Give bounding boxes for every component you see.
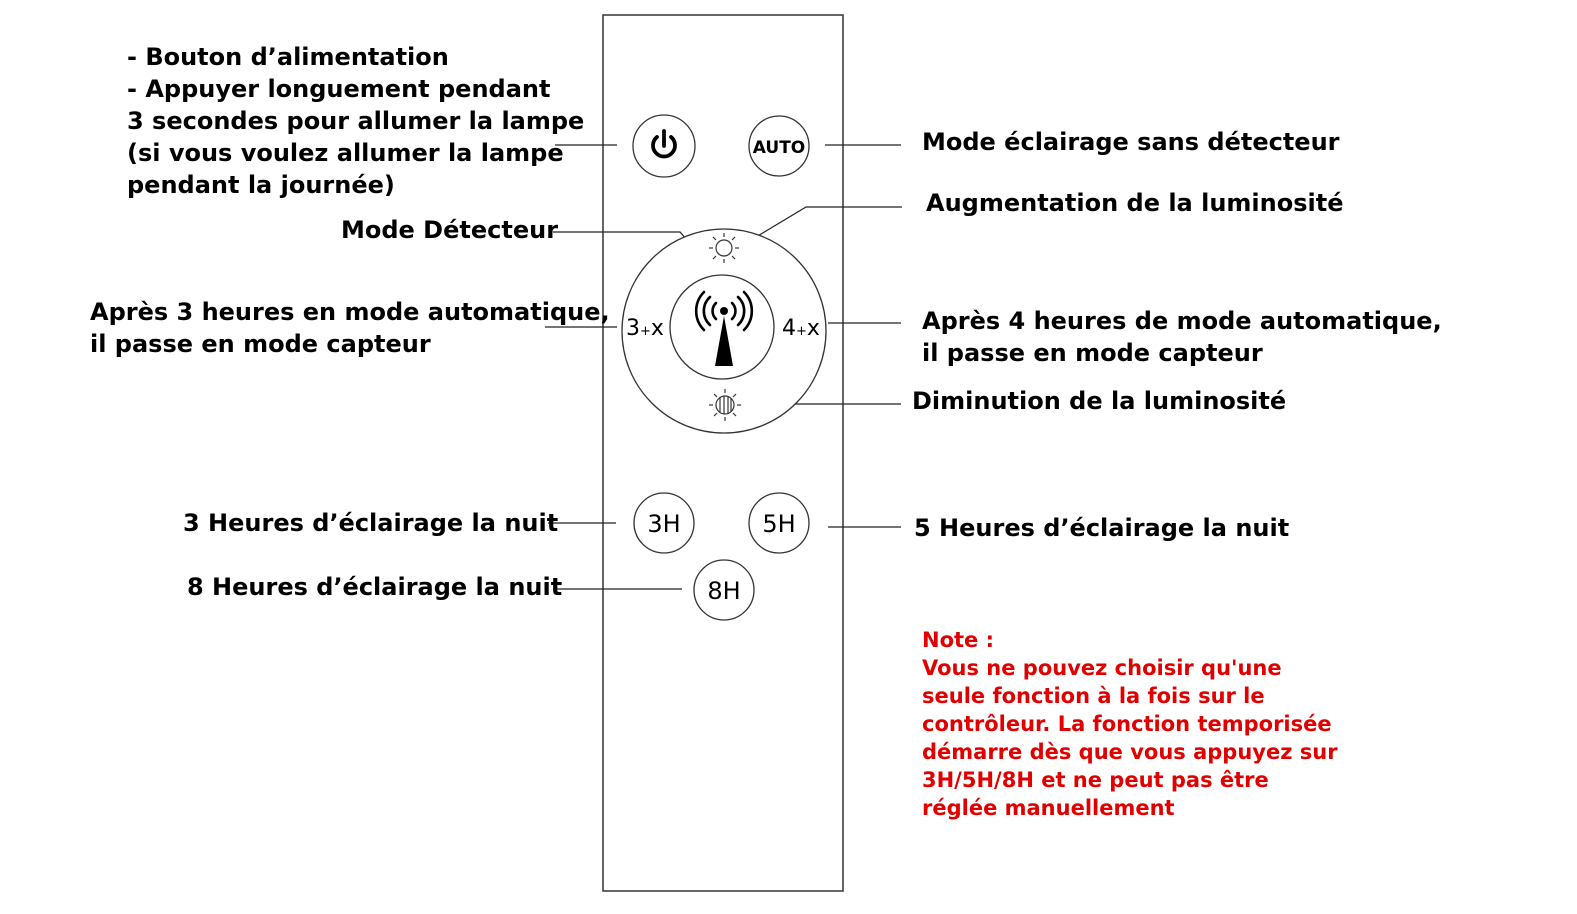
5h-button[interactable] xyxy=(749,493,809,553)
power-line-4: (si vous voulez allumer la lampe xyxy=(127,139,564,167)
auto-label: AUTO xyxy=(752,138,806,158)
auto-mode-description: Mode éclairage sans détecteur xyxy=(922,128,1340,156)
note-line-3: contrôleur. La fonction temporisée xyxy=(922,712,1332,736)
auto-4h-description xyxy=(922,305,1442,369)
left-timer-number: 3 xyxy=(626,316,640,341)
sensor-button[interactable] xyxy=(670,275,774,379)
note-block xyxy=(922,626,1338,822)
auto-4h-line-1: Après 4 heures de mode automatique, xyxy=(922,307,1442,335)
power-line-3: 3 secondes pour allumer la lampe xyxy=(127,107,585,135)
dimmer-description: Diminution de la luminosité xyxy=(912,387,1287,415)
note-line-4: démarre dès que vous appuyez sur xyxy=(922,740,1338,764)
note-title: Note : xyxy=(922,628,994,652)
5h-label: 5H xyxy=(762,510,796,538)
dimmer-button[interactable] xyxy=(700,381,748,429)
auto-3h-line-1: Après 3 heures en mode automatique, xyxy=(90,298,610,326)
right-timer-number: 4 xyxy=(782,316,796,341)
note-line-5: 3H/5H/8H et ne peut pas être xyxy=(922,768,1269,792)
5h-description: 5 Heures d’éclairage la nuit xyxy=(914,514,1290,542)
note-line-1: Vous ne pouvez choisir qu'une xyxy=(922,656,1282,680)
power-description xyxy=(127,41,584,201)
8h-label: 8H xyxy=(707,577,741,605)
note-line-6: réglée manuellement xyxy=(922,796,1175,820)
brighter-description: Augmentation de la luminosité xyxy=(926,189,1344,217)
power-button[interactable] xyxy=(633,115,695,177)
8h-description: 8 Heures d’éclairage la nuit xyxy=(187,573,563,601)
power-line-2: - Appuyer longuement pendant xyxy=(127,75,551,103)
left-timer-x: x xyxy=(650,316,664,341)
power-line-5: pendant la journée) xyxy=(127,171,395,199)
8h-button[interactable] xyxy=(694,560,754,620)
brighter-button[interactable] xyxy=(700,225,748,273)
auto-button[interactable] xyxy=(749,116,809,176)
right-timer-plus: + xyxy=(796,324,807,339)
3h-button[interactable] xyxy=(634,493,694,553)
power-line-1: - Bouton d’alimentation xyxy=(127,43,449,71)
right-timer-x: x xyxy=(806,316,820,341)
3h-description: 3 Heures d’éclairage la nuit xyxy=(183,509,559,537)
auto-3h-line-2: il passe en mode capteur xyxy=(90,330,431,358)
3h-label: 3H xyxy=(647,510,681,538)
detector-label: Mode Détecteur xyxy=(341,216,559,244)
left-timer-plus: + xyxy=(640,324,651,339)
note-line-2: seule fonction à la fois sur le xyxy=(922,684,1265,708)
auto-4h-line-2: il passe en mode capteur xyxy=(922,339,1263,367)
auto-3h-description xyxy=(90,296,610,360)
